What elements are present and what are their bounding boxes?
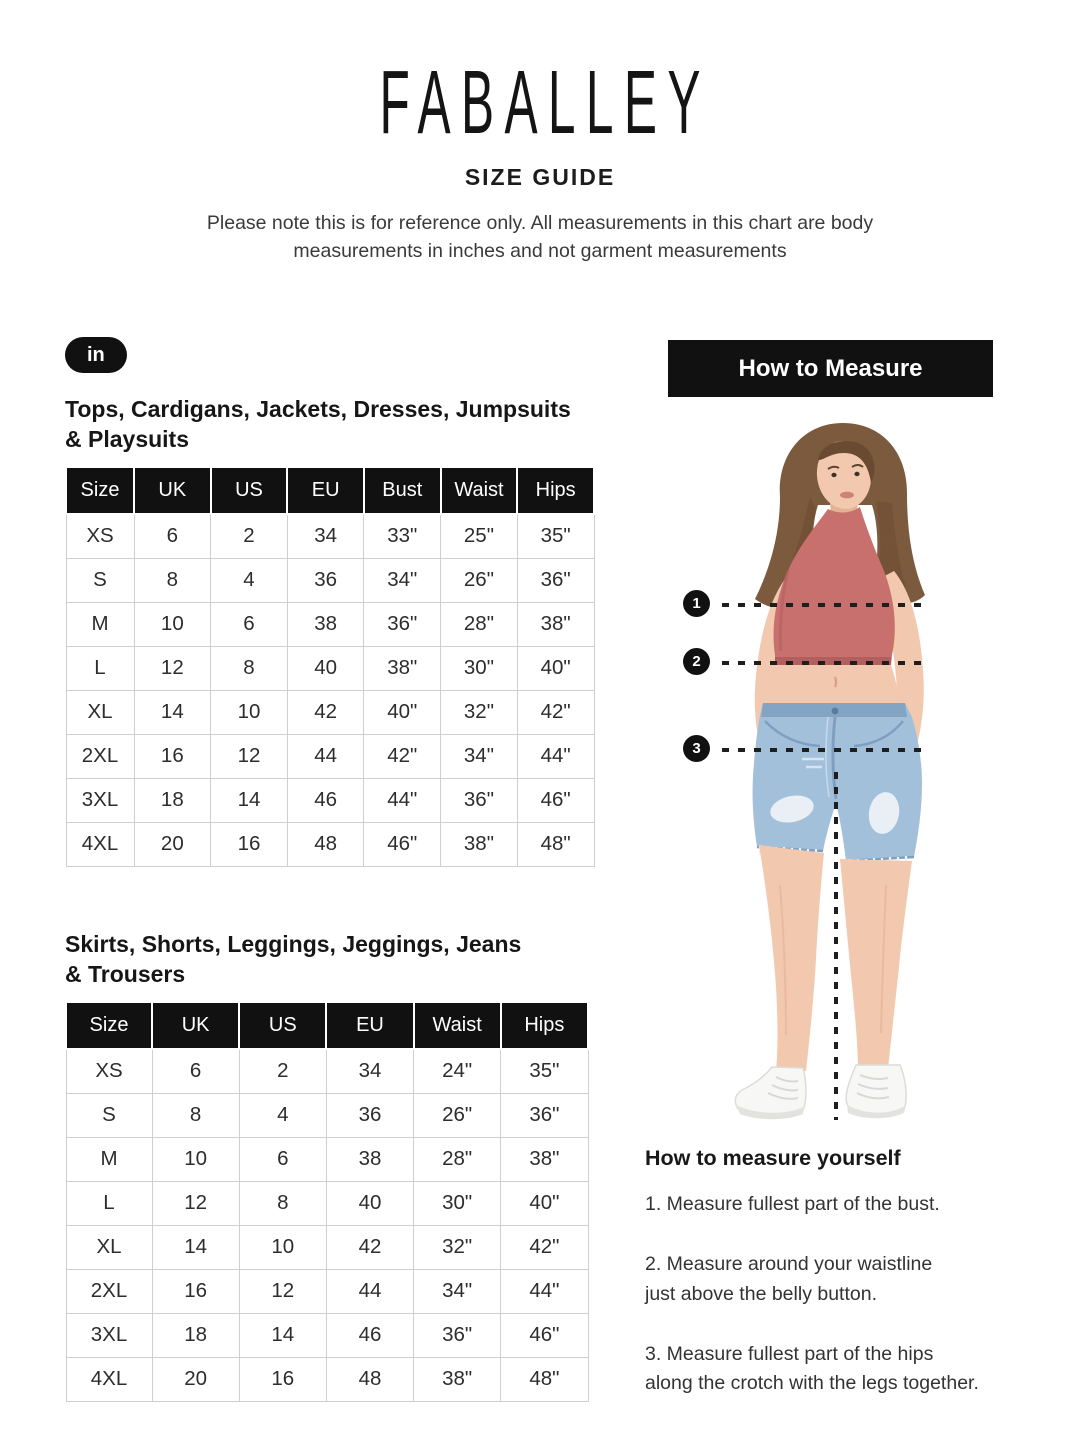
table-cell: 46": [364, 822, 441, 866]
table-row: [66, 1313, 588, 1357]
column-header: EU: [287, 467, 364, 514]
table-cell: 40": [364, 690, 441, 734]
table-cell: 12: [134, 646, 211, 690]
table-cell: 48: [326, 1357, 413, 1401]
table-cell: 44": [364, 778, 441, 822]
table-cell: 10: [239, 1225, 326, 1269]
table-cell: 16: [134, 734, 211, 778]
table-cell: 48: [287, 822, 364, 866]
measure-step-2: 2. Measure around your waistline just above the belly button.: [645, 1253, 933, 1305]
column-header: Hips: [517, 467, 594, 514]
table-cell: 6: [152, 1049, 239, 1094]
table-row: [66, 514, 594, 559]
table-cell: 38": [414, 1357, 501, 1401]
table-cell: 3XL: [66, 778, 134, 822]
bottoms-size-table: [65, 1001, 589, 1402]
table-cell: 36": [517, 558, 594, 602]
table-cell: 4: [211, 558, 288, 602]
table-cell: 18: [134, 778, 211, 822]
column-header: Hips: [501, 1002, 588, 1049]
table-cell: 8: [211, 646, 288, 690]
table-cell: 28": [414, 1137, 501, 1181]
column-header: Size: [66, 467, 134, 514]
page-title: SIZE GUIDE: [464, 164, 616, 190]
table-cell: 18: [152, 1313, 239, 1357]
note-line-1: Please note this is for reference only. All measurements in this chart are body: [206, 212, 874, 234]
table-row: [66, 646, 594, 690]
table-row: [66, 1225, 588, 1269]
table-cell: 34": [364, 558, 441, 602]
table-cell: 34": [441, 734, 518, 778]
table-cell: M: [66, 602, 134, 646]
table-cell: 36": [501, 1093, 588, 1137]
table-cell: 16: [211, 822, 288, 866]
table-cell: 40": [517, 646, 594, 690]
column-header: UK: [152, 1002, 239, 1049]
table-cell: 12: [239, 1269, 326, 1313]
table-cell: 38": [517, 602, 594, 646]
column-header: UK: [134, 467, 211, 514]
column-header: Bust: [364, 467, 441, 514]
table-row: [66, 1269, 588, 1313]
column-header: Waist: [441, 467, 518, 514]
table-cell: 42: [287, 690, 364, 734]
table-cell: 46: [326, 1313, 413, 1357]
hips-marker-badge: 3: [683, 735, 710, 762]
table-cell: 35": [501, 1049, 588, 1094]
how-to-measure-column: [645, 0, 1080, 1440]
note-line-2: measurements in inches and not garment measurements: [293, 239, 787, 262]
model-photo: [660, 415, 1020, 1125]
table-cell: 40: [287, 646, 364, 690]
table-cell: XL: [66, 1225, 152, 1269]
table-cell: 42": [517, 690, 594, 734]
table-row: [66, 778, 594, 822]
table-cell: 16: [239, 1357, 326, 1401]
table-cell: XS: [66, 514, 134, 559]
table-cell: 38": [441, 822, 518, 866]
table-cell: 46": [501, 1313, 588, 1357]
waist-measure-line: [722, 661, 930, 665]
table-cell: 25": [441, 514, 518, 559]
table-row: [66, 602, 594, 646]
table-cell: 40: [326, 1181, 413, 1225]
tops-section-title: Tops, Cardigans, Jackets, Dresses, Jumpsuits & Playsuits: [65, 396, 571, 452]
table-cell: 44": [517, 734, 594, 778]
table-cell: S: [66, 1093, 152, 1137]
table-cell: 8: [239, 1181, 326, 1225]
table-cell: 10: [211, 690, 288, 734]
table-row: [66, 734, 594, 778]
column-header: Waist: [414, 1002, 501, 1049]
table-cell: 26": [441, 558, 518, 602]
table-cell: 46": [517, 778, 594, 822]
table-cell: 42": [501, 1225, 588, 1269]
hips-measure-line: [722, 748, 922, 752]
table-cell: 3XL: [66, 1313, 152, 1357]
measure-steps: [645, 1190, 1055, 1429]
table-cell: 14: [211, 778, 288, 822]
inseam-measure-line: [834, 772, 838, 1120]
table-cell: XS: [66, 1049, 152, 1094]
column-header: US: [211, 467, 288, 514]
table-cell: 26": [414, 1093, 501, 1137]
table-cell: 14: [239, 1313, 326, 1357]
table-row: [66, 1181, 588, 1225]
table-cell: 44": [501, 1269, 588, 1313]
table-cell: 2XL: [66, 734, 134, 778]
table-cell: 42": [364, 734, 441, 778]
bust-measure-line: [722, 603, 930, 607]
table-row: [66, 1357, 588, 1401]
table-cell: 32": [414, 1225, 501, 1269]
column-header: US: [239, 1002, 326, 1049]
table-cell: 24": [414, 1049, 501, 1094]
table-cell: 12: [211, 734, 288, 778]
table-cell: 16: [152, 1269, 239, 1313]
table-cell: 2: [239, 1049, 326, 1094]
table-cell: XL: [66, 690, 134, 734]
table-cell: 44: [287, 734, 364, 778]
table-cell: 28": [441, 602, 518, 646]
table-cell: 35": [517, 514, 594, 559]
unit-inches-badge: in: [65, 337, 127, 373]
how-to-measure-banner: How to Measure: [668, 340, 993, 397]
table-cell: 36: [326, 1093, 413, 1137]
table-cell: L: [66, 646, 134, 690]
table-cell: 36": [441, 778, 518, 822]
measure-step-1: 1. Measure fullest part of the bust.: [645, 1193, 940, 1215]
measure-yourself-heading: How to measure yourself: [645, 1146, 901, 1170]
column-header: Size: [66, 1002, 152, 1049]
table-cell: 12: [152, 1181, 239, 1225]
table-cell: 36": [414, 1313, 501, 1357]
table-cell: 36: [287, 558, 364, 602]
table-cell: 10: [134, 602, 211, 646]
table-cell: 14: [152, 1225, 239, 1269]
table-cell: 38: [287, 602, 364, 646]
column-header: EU: [326, 1002, 413, 1049]
table-cell: L: [66, 1181, 152, 1225]
table-cell: 42: [326, 1225, 413, 1269]
table-cell: 46: [287, 778, 364, 822]
measure-step-3: 3. Measure fullest part of the hips along the crotch with the legs together.: [645, 1342, 979, 1394]
midriff: [766, 665, 900, 705]
table-row: [66, 1049, 588, 1094]
table-cell: S: [66, 558, 134, 602]
table-header-row: [66, 1002, 588, 1049]
table-cell: 44: [326, 1269, 413, 1313]
table-cell: 4: [239, 1093, 326, 1137]
table-row: [66, 1137, 588, 1181]
table-row: [66, 558, 594, 602]
table-row: [66, 822, 594, 866]
table-cell: 33": [364, 514, 441, 559]
table-row: [66, 1093, 588, 1137]
table-cell: 48": [517, 822, 594, 866]
table-cell: 30": [414, 1181, 501, 1225]
sneakers: [735, 1065, 906, 1119]
tops-size-table: [65, 466, 595, 867]
size-tables-column: [65, 337, 595, 1402]
table-cell: 8: [152, 1093, 239, 1137]
table-cell: 48": [501, 1357, 588, 1401]
table-cell: 8: [134, 558, 211, 602]
waist-marker-badge: 2: [683, 648, 710, 675]
table-cell: 32": [441, 690, 518, 734]
table-cell: 36": [364, 602, 441, 646]
table-cell: 34: [287, 514, 364, 559]
table-cell: 38": [364, 646, 441, 690]
table-header-row: [66, 467, 594, 514]
table-cell: 34: [326, 1049, 413, 1094]
table-cell: 30": [441, 646, 518, 690]
table-cell: 6: [211, 602, 288, 646]
table-cell: 20: [134, 822, 211, 866]
table-cell: 4XL: [66, 1357, 152, 1401]
table-cell: 2: [211, 514, 288, 559]
table-cell: 34": [414, 1269, 501, 1313]
table-cell: 4XL: [66, 822, 134, 866]
table-cell: 14: [134, 690, 211, 734]
table-cell: 2XL: [66, 1269, 152, 1313]
brand-logo: FABALLEY: [379, 53, 711, 154]
bottoms-section-title: Skirts, Shorts, Leggings, Jeggings, Jeans & Trousers: [65, 930, 522, 987]
table-cell: 6: [239, 1137, 326, 1181]
table-row: [66, 690, 594, 734]
table-cell: 6: [134, 514, 211, 559]
bust-marker-badge: 1: [683, 590, 710, 617]
table-cell: M: [66, 1137, 152, 1181]
table-cell: 20: [152, 1357, 239, 1401]
table-cell: 40": [501, 1181, 588, 1225]
table-cell: 38: [326, 1137, 413, 1181]
table-cell: 10: [152, 1137, 239, 1181]
table-cell: 38": [501, 1137, 588, 1181]
